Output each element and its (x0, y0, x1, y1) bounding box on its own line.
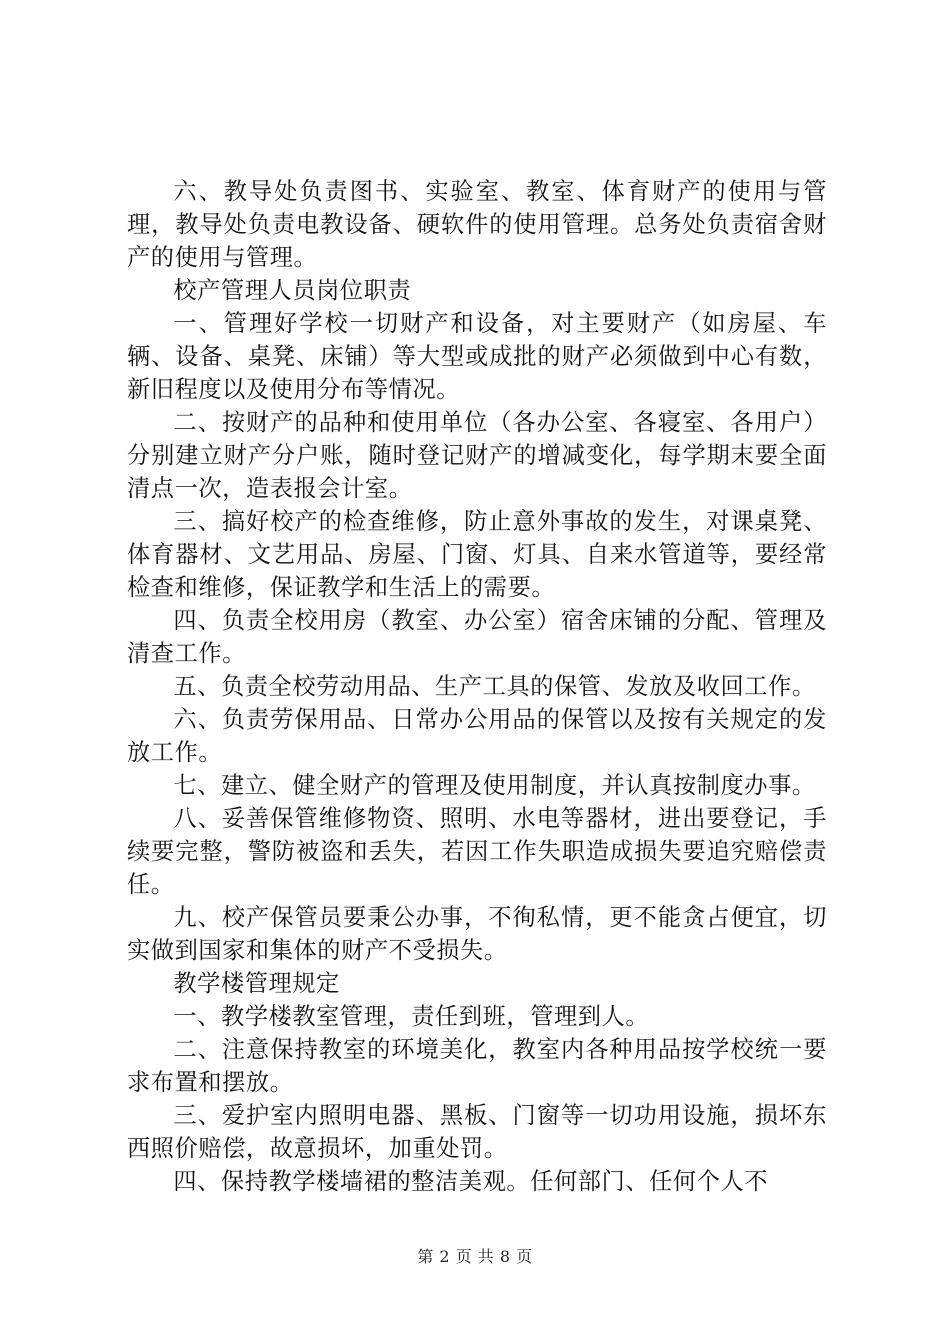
paragraph: 四、保持教学楼墙裙的整洁美观。任何部门、任何个人不 (173, 1168, 769, 1195)
paragraph: 五、负责全校劳动用品、生产工具的保管、发放及收回工作。 (173, 673, 816, 700)
page-footer (0, 1244, 950, 1267)
paragraph: 七、建立、健全财产的管理及使用制度，并认真按制度办事。 (173, 772, 816, 799)
section-heading: 教学楼管理规定 (173, 970, 340, 997)
paragraph: 四、负责全校用房（教室、办公室）宿舍床铺的分配、管理及清查工作。 (127, 607, 827, 667)
paragraph: 一、管理好学校一切财产和设备，对主要财产（如房屋、车辆、设备、桌凳、床铺）等大型或成批的财产必须做到中心有数，新旧程度以及使用分布等情况。 (127, 310, 827, 403)
paragraph: 二、注意保持教室的环境美化，教室内各种用品按学校统一要求布置和摆放。 (127, 1036, 827, 1096)
paragraph: 六、教导处负责图书、实验室、教室、体育财产的使用与管理，教导处负责电教设备、硬软件的使用管理。总务处负责宿舍财产的使用与管理。 (127, 178, 827, 271)
paragraph: 八、妥善保管维修物资、照明、水电等器材，进出要登记，手续要完整，警防被盗和丢失，若因工作失职造成损失要追究赔偿责任。 (127, 805, 827, 898)
paragraph: 二、按财产的品种和使用单位（各办公室、各寝室、各用户）分别建立财产分户账，随时登记财产的增减变化，每学期末要全面清点一次，造表报会计室。 (127, 409, 827, 502)
paragraph: 一、教学楼教室管理，责任到班，管理到人。 (173, 1003, 650, 1030)
paragraph: 三、搞好校产的检查维修，防止意外事故的发生，对课桌凳、体育器材、文艺用品、房屋、门窗、灯具、自来水管道等，要经常检查和维修，保证教学和生活上的需要。 (127, 508, 827, 601)
document-body (127, 175, 827, 1198)
paragraph: 九、校产保管员要秉公办事，不徇私情，更不能贪占便宜，切实做到国家和集体的财产不受损失。 (127, 904, 827, 964)
section-heading: 校产管理人员岗位职责 (173, 277, 412, 304)
paragraph: 六、负责劳保用品、日常办公用品的保管以及按有关规定的发放工作。 (127, 706, 827, 766)
page-number-label: 第 2 页 共 8 页 (417, 1247, 533, 1266)
paragraph: 三、爱护室内照明电器、黑板、门窗等一切功用设施，损坏东西照价赔偿，故意损坏，加重处罚。 (127, 1102, 827, 1162)
